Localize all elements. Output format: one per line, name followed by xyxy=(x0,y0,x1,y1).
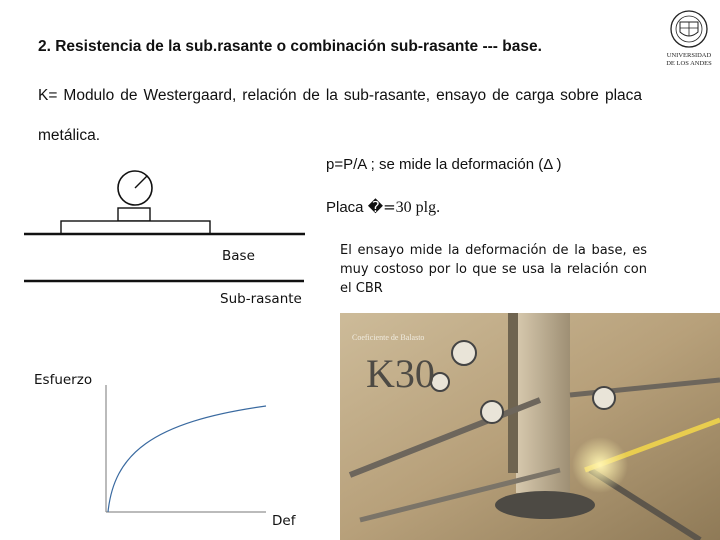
photo-gauge-1 xyxy=(452,341,476,365)
subrasante-label: Sub-rasante xyxy=(220,291,302,307)
definition-paragraph: K= Modulo de Westergaard, relación de la sub-rasante, ensayo de carga sobre placa metálica. xyxy=(38,87,642,144)
x-axis-label: Def xyxy=(272,513,296,529)
placa-label: Placa xyxy=(326,199,364,216)
photo-k30-text: K30 xyxy=(366,351,435,396)
photo-column xyxy=(516,313,570,493)
seal-text-line2: DE LOS ANDES xyxy=(666,60,712,67)
placa-value: 30 plg. xyxy=(395,199,441,216)
photo-caption: Coeficiente de Balasto xyxy=(352,333,425,342)
y-axis-label: Esfuerzo xyxy=(34,372,93,388)
slide-title: 2. Resistencia de la sub.rasante o combinación sub-rasante --- base. xyxy=(38,38,542,55)
photo-column-shadow xyxy=(508,313,518,473)
photo-plate xyxy=(495,491,595,519)
photo-flare xyxy=(572,437,628,493)
formula-text: p=P/A ; se mide la deformación (Δ ) xyxy=(326,156,562,173)
seal-text-line1: UNIVERSIDAD xyxy=(666,52,712,59)
photo-gauge-2 xyxy=(481,401,503,423)
test-note: El ensayo mide la deformación de la base, es muy costoso por lo que se usa la relación con el CBR xyxy=(340,243,647,296)
placa-symbol: �= xyxy=(367,198,396,216)
base-label: Base xyxy=(222,248,255,264)
photo-gauge-3 xyxy=(593,387,615,409)
